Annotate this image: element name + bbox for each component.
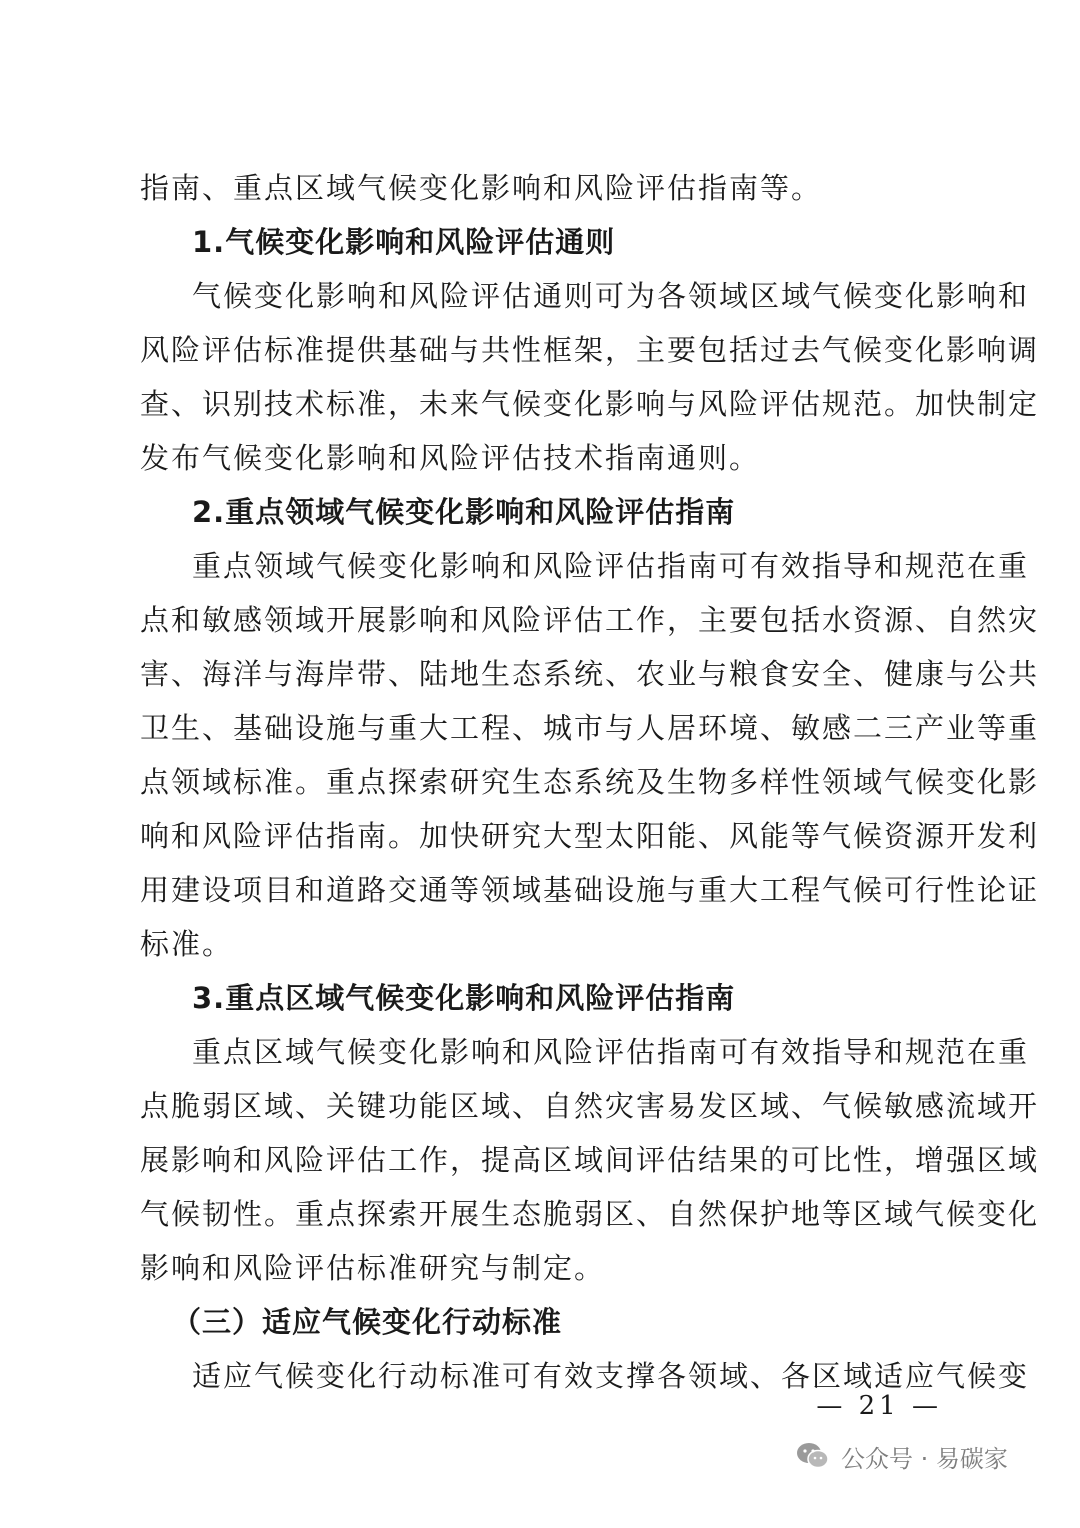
paragraph-line: 卫生、基础设施与重大工程、城市与人居环境、敏感二三产业等重 [140,711,1040,745]
subsection-heading: （三）适应气候变化行动标准 [172,1305,563,1339]
paragraph-line: 气候变化影响和风险评估通则可为各领域区域气候变化影响和 [192,279,1030,313]
paragraph-line: 害、海洋与海岸带、陆地生态系统、农业与粮食安全、健康与公共 [140,657,1040,691]
paragraph-line: 点领域标准。重点探索研究生态系统及生物多样性领域气候变化影 [140,765,1040,799]
paragraph-line: 标准。 [140,927,234,961]
paragraph-line: 点和敏感领域开展影响和风险评估工作，主要包括水资源、自然灾 [140,603,1040,637]
paragraph-line: 点脆弱区域、关键功能区域、自然灾害易发区域、气候敏感流域开 [140,1089,1040,1123]
page-number: — 21 — [816,1391,942,1421]
paragraph-line: 发布气候变化影响和风险评估技术指南通则。 [140,441,761,475]
section-heading: 2.重点领域气候变化影响和风险评估指南 [192,495,736,529]
section-heading: 3.重点区域气候变化影响和风险评估指南 [192,981,736,1015]
paragraph-line: 影响和风险评估标准研究与制定。 [140,1251,606,1285]
watermark [795,1436,1008,1476]
watermark-text: 公众号 · 易碳家 [841,1444,1008,1473]
section-heading: 1.气候变化影响和风险评估通则 [192,225,616,259]
paragraph-line: 适应气候变化行动标准可有效支撑各领域、各区域适应气候变 [192,1359,1030,1393]
text-line: 指南、重点区域气候变化影响和风险评估指南等。 [140,171,823,205]
paragraph-line: 用建设项目和道路交通等领域基础设施与重大工程气候可行性论证 [140,873,1040,907]
paragraph-line: 查、识别技术标准，未来气候变化影响与风险评估规范。加快制定 [140,387,1040,421]
paragraph-line: 气候韧性。重点探索开展生态脆弱区、自然保护地等区域气候变化 [140,1197,1040,1231]
paragraph-line: 重点区域气候变化影响和风险评估指南可有效指导和规范在重 [192,1035,1030,1069]
paragraph-line: 展影响和风险评估工作，提高区域间评估结果的可比性，增强区域 [140,1143,1040,1177]
paragraph-line: 重点领域气候变化影响和风险评估指南可有效指导和规范在重 [192,549,1030,583]
paragraph-line: 风险评估标准提供基础与共性框架，主要包括过去气候变化影响调 [140,333,1040,367]
wechat-icon [795,1441,831,1471]
paragraph-line: 响和风险评估指南。加快研究大型太阳能、风能等气候资源开发利 [140,819,1040,853]
